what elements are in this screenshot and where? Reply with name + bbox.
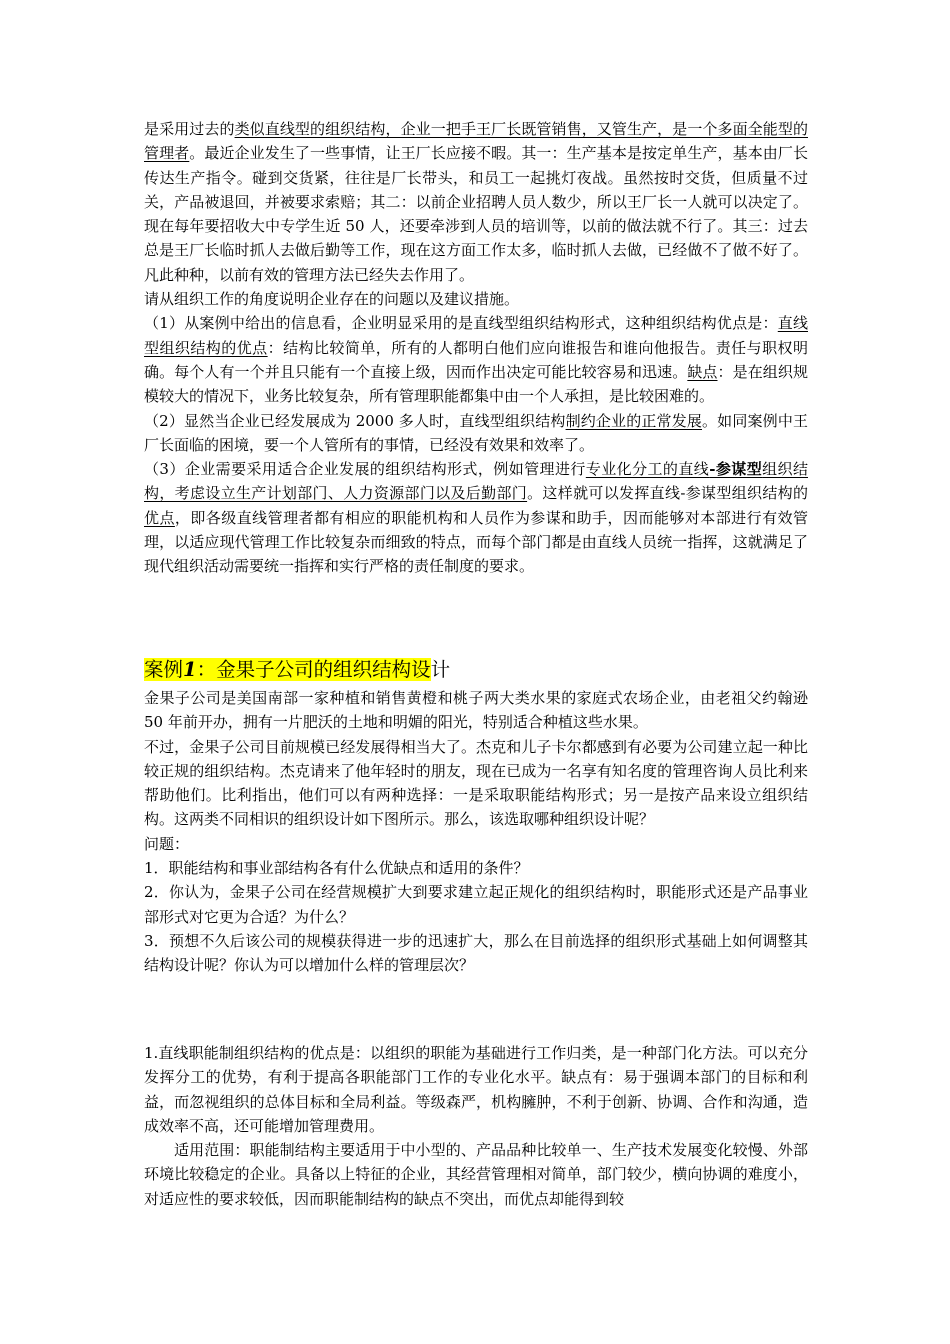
text: 。最近企业发生了一些事情，让王厂长应接不暇。其一：生产基本是按定单生产，基本由厂长传达生产指令。碰到交货紧，往往是厂长带头，和员工一起挑灯夜战。虽然按时交货，但质量不过关，产品被退回，并被要求索赔；其二：以前企业招聘人员人数少，所以王厂长一人就可以决定了。现在每年要招收大中专学生近 50 人，还要牵涉到人员的培训等，以前的做法就不行了。其三：过去总是王厂长临时抓人去做后勤等工作，现在这方面工作太多，临时抓人去做，已经做不了做不好了。凡此种种，以前有效的管理方法已经失去作用了。 [144, 144, 808, 284]
text: 。这样就可以发挥直线-参谋型组织结构的 [527, 484, 808, 503]
question-1: 1．职能结构和事业部结构各有什么优缺点和适用的条件？ [144, 859, 529, 878]
answer-section [144, 1041, 808, 1211]
answer-paragraph-2: 适用范围：职能制结构主要适用于中小型的、产品品种比较单一、生产技术发展变化较慢、外部环境比较稳定的企业。具备以上特征的企业，其经营管理相对简单，部门较少，横向协调的难度小，对适应性的要求较低，因而职能制结构的缺点不突出，而优点却能得到较 [144, 1141, 808, 1208]
text: ：是在组织规模较大的情况下，业务比较复杂，所有管理职能都集中由一个人承担，是比较困难的。 [144, 362, 808, 406]
underlined-text: 制约企业的正常发展 [565, 411, 703, 430]
text: ：结构比较简单，所有的人都明白他们应向谁报告和谁向他报告。责任与职权明确。每个人有一个并且只能有一个直接上级，因而作出决定可能比较容易和迅速。 [144, 338, 808, 381]
question-3: 3．预想不久后该公司的规模获得进一步的迅速扩大，那么在目前选择的组织形式基础上如何调整其结构设计呢？你认为可以增加什么样的管理层次？ [144, 931, 808, 975]
questions-title: 问题： [144, 834, 190, 853]
heading-title-tail: 计 [430, 658, 451, 681]
paragraph-question: 请从组织工作的角度说明企业存在的问题以及建议措施。 [144, 290, 520, 309]
top-section [144, 117, 808, 579]
answer-paragraph-1: 1.直线职能制组织结构的优点是：以组织的职能为基础进行工作归类，是一种部门化方法。可以充分发挥分工的优势，有利于提高各职能部门工作的专业化水平。缺点有：易于强调本部门的目标和利益，而忽视组织的总体目标和全局利益。等级森严，机构臃肿，不利于创新、协调、合作和沟通，造成效率不高，还可能增加管理费用。 [144, 1044, 808, 1135]
bold-underlined-text: -参谋型 [709, 460, 763, 479]
case-paragraph-1: 金果子公司是美国南部一家种植和销售黄橙和桃子两大类水果的家庭式农场企业，由老祖父约翰逊 50 年前开办，拥有一片肥沃的土地和明媚的阳光，特别适合种植这些水果。 [144, 689, 808, 732]
underlined-text: 直线型组织结构的优点 [144, 314, 808, 357]
underlined-text: 组织结构，考虑设立生产计划部门、人力资源部门以及后勤部门 [144, 460, 808, 503]
text: 。如同案例中王厂长面临的困境，要一个人管所有的事情，已经没有效果和效率了。 [144, 411, 808, 454]
underlined-text: 专业化分工的直线 [585, 460, 710, 479]
text: 是采用过去的 [144, 120, 235, 138]
underlined-text: 缺点 [687, 362, 718, 381]
heading-highlight [144, 658, 431, 681]
underlined-text: 优点 [144, 508, 175, 527]
paragraph-answer-1 [144, 311, 808, 408]
text: ，即各级直线管理者都有相应的职能机构和人员作为参谋和助手，因而能够对本部进行有效管理，以适应现代管理工作比较复杂而细致的特点，而每个部门都是由直线人员统一指挥，这就满足了现代组织活动需要统一指挥和实行严格的责任制度的要求。 [144, 508, 808, 576]
heading-colon: ： [196, 658, 217, 681]
heading-number: 1 [183, 658, 197, 681]
paragraph-background [144, 117, 808, 287]
paragraph-answer-2 [144, 409, 808, 458]
underlined-text: 类似直线型的组织结构，企业一把手王厂长既管销售，又管生产，是一个多面全能型的管理者 [144, 120, 808, 163]
text: （1）从案例中给出的信息看，企业明显采用的是直线型组织结构形式，这种组织结构优点是： [144, 314, 778, 333]
paragraph-answer-3 [144, 457, 808, 578]
case-paragraph-2: 不过，金果子公司目前规模已经发展得相当大了。杰克和儿子卡尔都感到有必要为公司建立起一种比较正规的组织结构。杰克请来了他年轻时的朋友，现在已成为一名享有知名度的管理咨询人员比利来帮助他们。比利指出，他们可以有两种选择：一是采取职能结构形式；另一是按产品来设立组织结构。这两类不同相识的组织设计如下图所示。那么，该选取哪种组织设计呢？ [144, 737, 808, 829]
question-2: 2．你认为，金果子公司在经营规模扩大到要求建立起正规化的组织结构时，职能形式还是产品事业部形式对它更为合适？为什么？ [144, 883, 808, 926]
heading-title: 金果子公司的组织结构设 [216, 658, 431, 681]
text: （2）显然当企业已经发展成为 2000 多人时，直线型组织结构 [144, 411, 566, 430]
case-section [144, 686, 808, 978]
case-heading [144, 656, 450, 684]
text: （3）企业需要采用适合企业发展的组织结构形式，例如管理进行 [144, 460, 586, 479]
heading-prefix: 案例 [144, 658, 184, 681]
